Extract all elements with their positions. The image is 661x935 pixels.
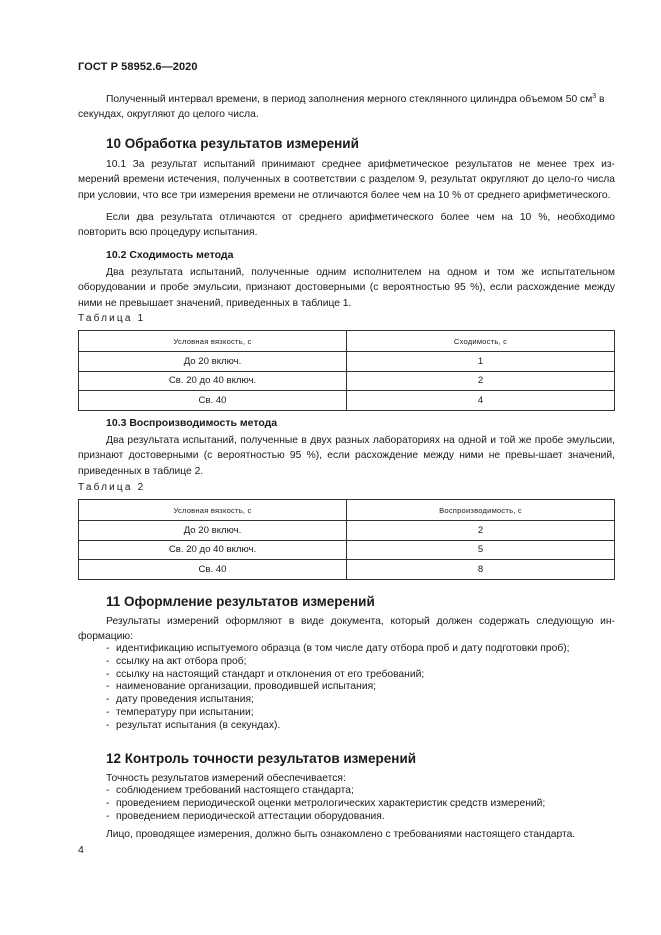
- list-item: - соблюдением требований настоящего стандарта;: [106, 785, 354, 796]
- table-row: [79, 540, 615, 560]
- list-item: - дату проведения испытания;: [106, 694, 254, 706]
- table-2-col-reproducibility: Воспроизводимость, с: [347, 500, 615, 521]
- list-item: - проведением периодической оценки метрологических характеристик средств измерений;: [106, 797, 546, 809]
- section-12-paragraph: Точность результатов измерений обеспечивается:: [106, 773, 346, 784]
- document-header: ГОСТ Р 58952.6—2020: [78, 61, 198, 73]
- table-cell: Св. 20 до 40 включ.: [79, 540, 347, 560]
- list-item: - температуру при испытании;: [106, 706, 254, 718]
- table-1: [78, 330, 615, 411]
- table-2-col-viscosity: Условная вязкость, с: [79, 500, 347, 521]
- table-2: [78, 499, 615, 580]
- section-11-paragraph: Результаты измерений оформляют в виде документа, который должен содержать следующую ин-формацию:: [78, 616, 615, 643]
- section-11-list: [78, 643, 615, 733]
- intro-text-after: в секундах, округляют до целого числа.: [78, 94, 605, 121]
- list-item: - проведением периодической аттестации оборудования.: [106, 810, 385, 822]
- table-cell: 8: [347, 560, 615, 580]
- list-item: - ссылку на настоящий стандарт и отклонения от его требований;: [106, 668, 425, 680]
- section-10-3-paragraph: Два результата испытаний, полученные в двух разных лабораториях на одной и той же пробе эмульсии, признают достоверными (с вероятностью 95 %), если расхождение между ними не превы-шает значений, приведенных в таблице 2.: [78, 435, 615, 477]
- table-row: [79, 371, 615, 391]
- table-2-header-row: [79, 500, 615, 521]
- table-row: [79, 391, 615, 411]
- table-cell: Св. 40: [79, 391, 347, 411]
- table-cell: Св. 20 до 40 включ.: [79, 371, 347, 391]
- table-cell: 4: [347, 391, 615, 411]
- list-item: - наименование организации, проводившей испытания;: [106, 681, 377, 693]
- section-12-paragraph-2: Лицо, проводящее измерения, должно быть ознакомлено с требованиями настоящего стандарта.: [106, 829, 576, 840]
- page-number: 4: [78, 844, 84, 856]
- list-item: - ссылку на акт отбора проб;: [106, 655, 247, 667]
- section-10-title: 10 Обработка результатов измерений: [106, 136, 359, 151]
- section-10-3-title: 10.3 Воспроизводимость метода: [106, 417, 278, 429]
- list-item: - результат испытания (в секундах).: [106, 719, 281, 731]
- section-10-2-title: 10.2 Сходимость метода: [106, 249, 234, 261]
- table-1-col-repeatability: Сходимость, с: [347, 331, 615, 352]
- section-11-title: 11 Оформление результатов измерений: [106, 594, 375, 609]
- table-cell: 2: [347, 521, 615, 541]
- table-row: [79, 521, 615, 541]
- list-item: - идентификацию испытуемого образца (в том числе дату отбора проб и дату подготовки проб);: [106, 643, 570, 654]
- table-1-header-row: [79, 331, 615, 352]
- table-2-caption: Таблица 2: [78, 482, 146, 493]
- table-row: [79, 352, 615, 372]
- table-cell: 2: [347, 371, 615, 391]
- intro-paragraph: [78, 92, 615, 123]
- table-cell: До 20 включ.: [79, 521, 347, 541]
- section-10-1-paragraph: 10.1 За результат испытаний принимают среднее арифметическое результатов не менее трех из-мерений времени истечения, полученных в соответствии с разделом 9, результат округляют до цело-го числа при условии, что все три измерения времени не отличаются более чем на 10 % от среднего арифметического.: [78, 159, 615, 201]
- table-1-col-viscosity: Условная вязкость, с: [79, 331, 347, 352]
- section-10-2-paragraph: Два результата испытаний, полученные одним исполнителем на одном и том же испытательном оборудовании и пробе эмульсии, признают достоверными (с вероятностью 95 %), если расхождение между ними не превышает значений, приведенных в таблице 1.: [78, 267, 615, 309]
- section-12-title: 12 Контроль точности результатов измерений: [106, 751, 417, 766]
- table-cell: 5: [347, 540, 615, 560]
- table-1-caption: Таблица 1: [78, 313, 146, 324]
- table-row: [79, 560, 615, 580]
- table-cell: Св. 40: [79, 560, 347, 580]
- table-cell: 1: [347, 352, 615, 372]
- section-12-list: [78, 785, 615, 823]
- intro-text-before: Полученный интервал времени, в период заполнения мерного стеклянного цилиндра объемом 50 см: [106, 94, 593, 105]
- section-10-1-paragraph-2: Если два результата отличаются от среднего арифметического более чем на 10 %, необходимо повторить всю процедуру испытания.: [78, 212, 615, 239]
- table-cell: До 20 включ.: [79, 352, 347, 372]
- intro-superscript: 3: [592, 93, 597, 100]
